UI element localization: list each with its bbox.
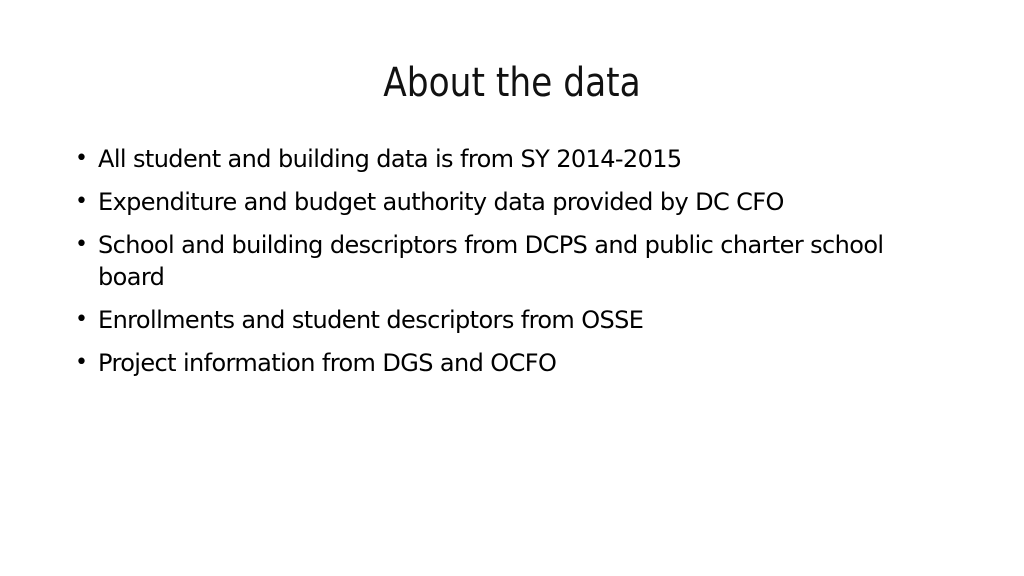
bullet-icon: • [75,350,88,375]
slide-title: About the data [383,60,641,106]
bullet-icon: • [75,146,88,171]
bullet-text: Expenditure and budget authority data provided by DC CFO [98,188,784,216]
bullet-item [75,186,955,218]
bullet-text: All student and building data is from SY 2014-2015 [98,145,682,173]
bullet-text: Project information from DGS and OCFO [98,349,557,377]
bullet-item [75,347,955,379]
bullet-icon: • [75,232,88,257]
bullet-text: Enrollments and student descriptors from OSSE [98,306,644,334]
bullet-icon: • [75,307,88,332]
bullet-item [75,304,955,336]
bullet-item [75,143,955,175]
bullet-item [75,229,955,293]
bullet-text: School and building descriptors from DCPS and public charter school board [98,231,884,291]
bullet-icon: • [75,189,88,214]
bullet-list [75,143,955,390]
